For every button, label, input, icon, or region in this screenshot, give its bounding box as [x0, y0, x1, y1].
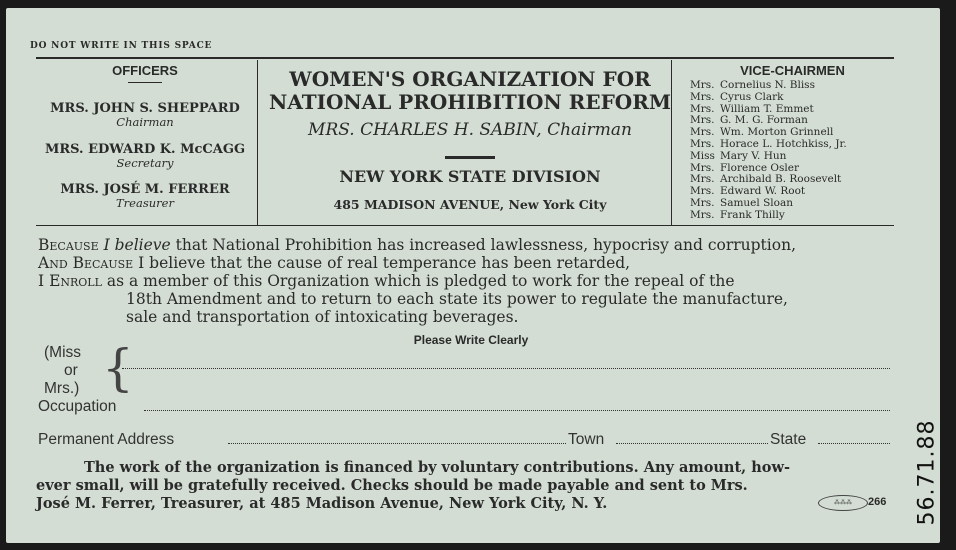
- list-item: Mrs. Edward W. Root: [690, 185, 806, 198]
- list-item: Mrs. Cornelius N. Bliss: [690, 79, 815, 91]
- footer-line-1: The work of the organization is financed by voluntary contributions. Any amount, how-: [84, 459, 790, 476]
- list-item: Mrs. Horace L. Hotchkiss, Jr.: [690, 137, 847, 150]
- officer-name: MRS. JOSÉ M. FERRER: [60, 182, 230, 197]
- pledge-line-1: Because I believe that National Prohibition has increased lawlessness, hypocrisy and corruption,: [38, 236, 796, 254]
- brace-icon: {: [102, 339, 134, 397]
- officers-title: OFFICERS: [112, 63, 178, 78]
- organization-name: [264, 68, 676, 114]
- list-item: Mrs. G. M. G. Forman: [690, 114, 808, 127]
- list-item: Mrs. Samuel Sloan: [690, 196, 793, 209]
- officer-role: Chairman: [116, 115, 174, 129]
- footer-line-3: José M. Ferrer, Treasurer, at 485 Madison Avenue, New York City, N. Y.: [36, 495, 608, 512]
- organization-chairman: MRS. CHARLES H. SABIN, Chairman: [308, 120, 632, 140]
- list-item: Mrs. Archibald B. Roosevelt: [690, 173, 842, 186]
- pledge-line-4: 18th Amendment and to return to each state its power to regulate the manufacture,: [126, 290, 788, 308]
- list-item: Miss Mary V. Hun: [690, 149, 787, 162]
- organization-address: [264, 197, 676, 212]
- union-label-icon: ⁂⁂⁂: [818, 495, 868, 511]
- vice-chairmen-panel: [690, 61, 895, 222]
- list-item: Mrs. Wm. Morton Grinnell: [690, 126, 834, 139]
- vice-chairmen-title: VICE-CHAIRMEN: [740, 63, 845, 78]
- list-item: Mrs. William T. Emmet: [690, 102, 814, 115]
- officer-name: MRS. JOHN S. SHEPPARD: [50, 101, 240, 116]
- pledge-text: [38, 236, 903, 326]
- list-item: Mrs. Frank Thilly: [690, 208, 785, 221]
- organization-name-line2: NATIONAL PROHIBITION REFORM: [269, 90, 671, 114]
- town-field[interactable]: [616, 443, 768, 444]
- officer-role: Secretary: [116, 156, 174, 170]
- mrs-label: Mrs.): [44, 380, 80, 397]
- address-city: New York City: [508, 197, 607, 212]
- officer-name: MRS. EDWARD K. McCAGG: [44, 142, 246, 157]
- officer-entry: [30, 101, 260, 129]
- occupation-field[interactable]: [144, 410, 890, 411]
- officer-role: Treasurer: [116, 196, 174, 210]
- list-item: Mrs. Cyrus Clark: [690, 90, 784, 103]
- print-code: 266: [868, 496, 887, 508]
- officer-entry: [30, 182, 260, 210]
- handwritten-number: 56.71.88: [914, 419, 940, 526]
- organization-name-line1: WOMEN'S ORGANIZATION FOR: [289, 67, 651, 91]
- or-label: or: [64, 362, 78, 379]
- officer-entry: [30, 142, 260, 170]
- header-bottom-rule: [36, 225, 894, 226]
- state-field[interactable]: [818, 443, 890, 444]
- state-label: State: [770, 431, 807, 448]
- footer-line-2: ever small, will be gratefully received. Checks should be made payable and sent to Mrs.: [36, 477, 748, 494]
- do-not-write-notice: DO NOT WRITE IN THIS SPACE: [30, 41, 213, 51]
- list-item: Mrs. Florence Osler: [690, 161, 799, 174]
- name-field[interactable]: [122, 368, 890, 369]
- occupation-label: Occupation: [38, 398, 117, 415]
- address-street: 485 MADISON AVENUE,: [333, 197, 505, 212]
- pledge-line-5: sale and transportation of intoxicating beverages.: [126, 308, 519, 326]
- town-label: Town: [568, 431, 605, 448]
- officers-dash: [128, 82, 162, 83]
- pledge-line-3: I Enroll as a member of this Organization which is pledged to work for the repeal of the: [38, 272, 735, 290]
- pledge-line-2: And Because I believe that the cause of real temperance has been retarded,: [38, 254, 631, 272]
- please-write-clearly: Please Write Clearly: [413, 333, 529, 347]
- enrollment-card: [6, 8, 940, 543]
- center-dash: [445, 156, 495, 159]
- permanent-address-label: Permanent Address: [38, 431, 175, 448]
- officers-panel: [30, 61, 260, 210]
- organization-panel: [264, 61, 676, 212]
- top-rule: [36, 57, 894, 59]
- address-field[interactable]: [228, 443, 566, 444]
- financing-note: [36, 459, 896, 513]
- division-name: NEW YORK STATE DIVISION: [339, 167, 601, 186]
- vice-chairmen-list: [690, 80, 895, 222]
- miss-label: (Miss: [44, 344, 82, 361]
